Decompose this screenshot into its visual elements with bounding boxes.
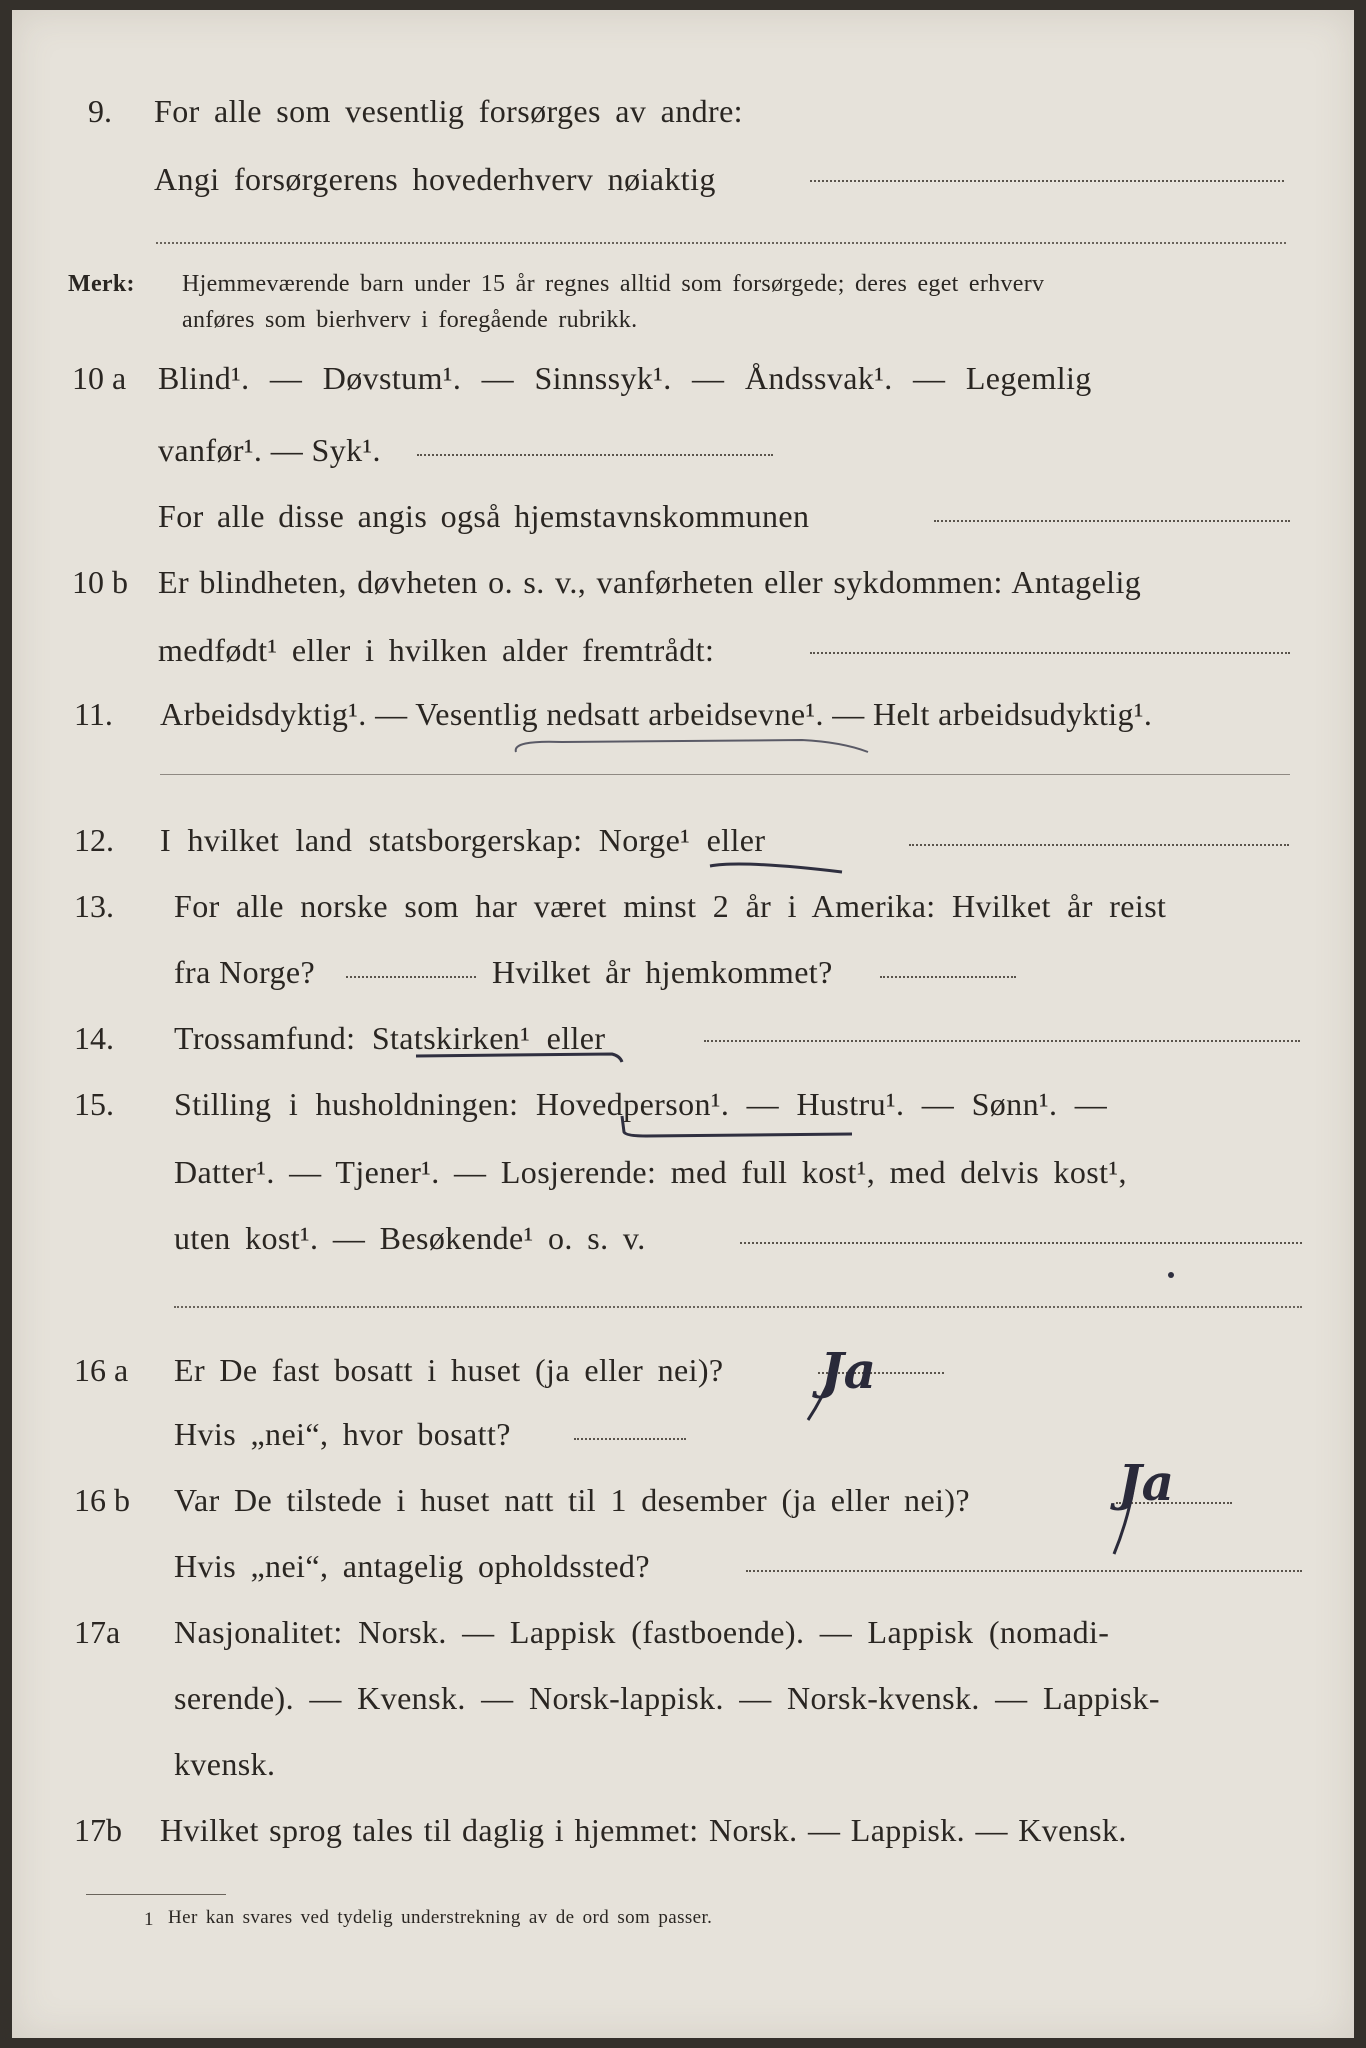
question-text: Trossamfund: Statskirken¹ eller [174,1020,606,1056]
answer-line[interactable] [810,180,1284,182]
question-number: 17a [74,1614,121,1650]
question-number: 14. [74,1020,114,1056]
footnote-text: Her kan svares ved tydelig understrekning av de ord som passer. [168,1907,713,1928]
answer-line[interactable] [909,844,1289,846]
question-number: 11. [74,696,113,732]
question-text: Datter¹. — Tjener¹. — Losjerende: med full kost¹, med delvis kost¹, [174,1154,1127,1190]
answer-line[interactable] [417,454,773,456]
handwritten-answer: Ja [820,1341,877,1400]
answer-line[interactable] [746,1570,1302,1572]
question-number: 9. [88,93,112,129]
question-text: For alle norske som har været minst 2 år i Amerika: Hvilket år reist [174,888,1167,924]
answer-line[interactable] [810,652,1290,654]
question-text: vanfør¹. — Syk¹. [158,432,381,468]
question-text: Hvilket sprog tales til daglig i hjemmet: Norsk. — Lappisk. — Kvensk. [160,1812,1127,1848]
question-text: medfødt¹ eller i hvilken alder fremtrådt: [158,632,715,668]
answer-line[interactable] [574,1438,686,1440]
pen-bracket [616,1114,856,1144]
pen-underline [702,856,852,880]
pen-underline [412,1046,626,1068]
question-number: 17b [74,1812,122,1848]
question-number: 12. [74,822,114,858]
answer-line[interactable] [880,976,1016,978]
question-number: 13. [74,888,114,924]
footnote-mark: 1 [144,1909,154,1930]
question-text: I hvilket land statsborgerskap: Norge¹ eller [160,822,766,858]
question-text: Hvis „nei“, hvor bosatt? [174,1416,511,1452]
pen-underline [502,728,882,764]
census-form-page [12,10,1354,2038]
question-text: Nasjonalitet: Norsk. — Lappisk (fastboende). — Lappisk (nomadi- [174,1614,1110,1650]
separator-line [160,774,1290,775]
answer-line[interactable] [934,520,1290,522]
handwritten-answer: Ja [1118,1453,1175,1512]
ink-dot [1168,1272,1174,1278]
note-text: anføres som bierhverv i foregående rubrikk. [182,307,638,333]
question-number: 16 a [74,1352,129,1388]
answer-line[interactable] [174,1306,1302,1308]
question-number: 10 b [72,564,128,600]
note-text: Hjemmeværende barn under 15 år regnes alltid som forsørgede; deres eget erhverv [182,271,1045,297]
question-text: Hvilket år hjemkommet? [492,954,833,990]
question-number: 10 a [72,360,127,396]
question-text: Hvis „nei“, antagelig opholdssted? [174,1548,650,1584]
question-text: Blind¹. — Døvstum¹. — Sinnssyk¹. — Åndssvak¹. — Legemlig [158,360,1092,396]
answer-line[interactable] [740,1242,1302,1244]
question-text: serende). — Kvensk. — Norsk-lappisk. — Norsk-kvensk. — Lappisk- [174,1680,1160,1716]
question-text: Var De tilstede i huset natt til 1 desember (ja eller nei)? [174,1482,971,1518]
question-text: Er blindheten, døvheten o. s. v., vanførheten eller sykdommen: Antagelig [158,564,1142,600]
question-text: Er De fast bosatt i huset (ja eller nei)? [174,1352,724,1388]
question-text: Angi forsørgerens hovederhverv nøiaktig [154,161,716,197]
question-text: Stilling i husholdningen: Hovedperson¹. — Hustru¹. — Sønn¹. — [174,1086,1108,1122]
question-number: 15. [74,1086,114,1122]
question-text: kvensk. [174,1746,276,1782]
question-text: For alle disse angis også hjemstavnskommunen [158,498,810,534]
pen-stroke [798,1350,858,1430]
question-text: fra Norge? [174,954,316,990]
answer-line[interactable] [704,1040,1300,1042]
question-text: Arbeidsdyktig¹. — Vesentlig nedsatt arbeidsevne¹. — Helt arbeidsudyktig¹. [160,696,1153,732]
note-label: Merk: [68,271,135,297]
question-text: For alle som vesentlig forsørges av andre: [154,93,743,129]
question-number: 16 b [74,1482,130,1518]
question-text: uten kost¹. — Besøkende¹ o. s. v. [174,1220,646,1256]
answer-line[interactable] [156,242,1286,244]
answer-line[interactable] [346,976,476,978]
pen-stroke [1092,1480,1152,1560]
footnote-rule [86,1894,226,1895]
